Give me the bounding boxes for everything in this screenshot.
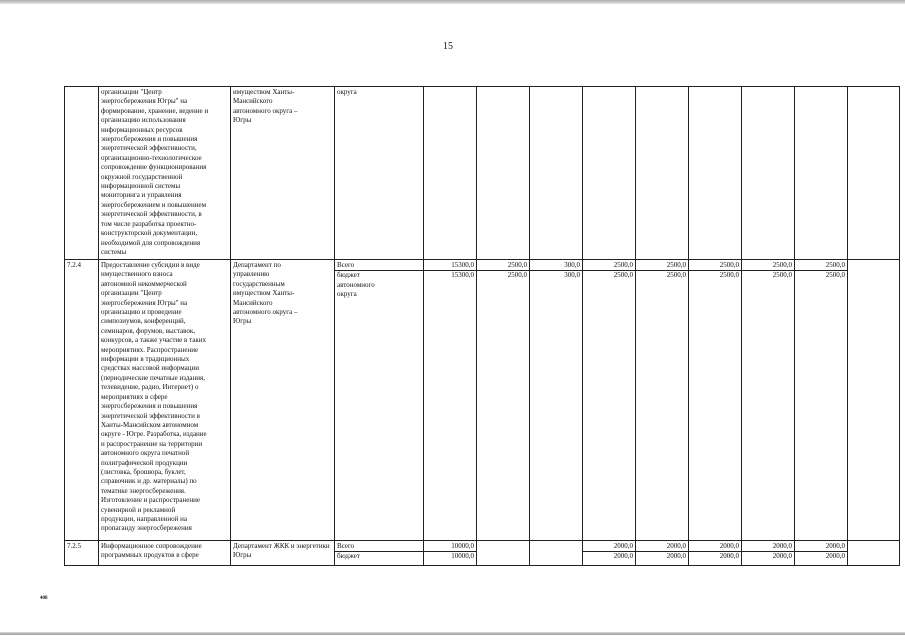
responsible-executor: Департамент по управлению государственным имуществом Ханты- Мансийского автономного округа – Югры	[231, 260, 335, 541]
value-cell	[530, 541, 583, 566]
funding-source: округа	[335, 87, 424, 260]
value-cell	[583, 87, 636, 260]
activity-description: Информационное сопровождение программных продуктов в сфере	[99, 541, 231, 566]
value-budget: 2000,0	[613, 552, 633, 561]
value-budget: 2500,0	[666, 271, 686, 280]
value-cell	[477, 260, 530, 541]
value-cell	[848, 87, 900, 260]
value-cell	[795, 260, 848, 541]
value-budget: 2500,0	[507, 271, 527, 280]
source-total-label: Всего	[335, 542, 423, 552]
value-total: 300,0	[530, 261, 582, 271]
value-cell	[424, 541, 477, 566]
funding-source	[335, 541, 424, 566]
value-cell	[848, 260, 900, 541]
value-cell	[795, 87, 848, 260]
value-cell	[424, 260, 477, 541]
page-number: 15	[443, 41, 453, 52]
value-budget: 2500,0	[719, 271, 739, 280]
value-total: 15300,0	[424, 261, 476, 271]
value-total: 10000,0	[424, 542, 476, 552]
program-activities-table	[64, 86, 900, 566]
table-row	[65, 260, 900, 541]
value-cell	[583, 541, 636, 566]
value-budget: 10000,0	[451, 552, 474, 561]
row-id: 7.2.4	[65, 260, 99, 541]
value-cell	[530, 87, 583, 260]
scan-edge-top	[0, 0, 905, 4]
row-id	[65, 87, 99, 260]
value-budget: 2000,0	[825, 552, 845, 561]
table-row	[65, 87, 900, 260]
value-cell	[636, 541, 689, 566]
value-budget: 300,0	[564, 271, 580, 280]
value-total: 2500,0	[636, 261, 688, 271]
value-cell	[689, 541, 742, 566]
value-total: 2500,0	[583, 261, 635, 271]
value-budget: 2000,0	[772, 552, 792, 561]
table-row	[65, 541, 900, 566]
source-total-label: Всего	[335, 261, 423, 271]
value-cell	[742, 541, 795, 566]
value-cell	[530, 260, 583, 541]
responsible-executor: имуществом Ханты- Мансийского автономного округа – Югры	[231, 87, 335, 260]
value-budget: 2500,0	[825, 271, 845, 280]
value-cell	[477, 541, 530, 566]
value-cell	[689, 260, 742, 541]
funding-source	[335, 260, 424, 541]
value-total: 2000,0	[742, 542, 794, 552]
value-total: 2000,0	[689, 542, 741, 552]
scan-edge-bottom	[0, 632, 905, 635]
value-total: 2000,0	[583, 542, 635, 552]
value-cell	[848, 541, 900, 566]
value-total: 2500,0	[477, 261, 529, 271]
source-budget-label: бюджет	[337, 552, 360, 561]
source-budget-label: бюджет автономного округа	[337, 271, 375, 299]
value-cell	[689, 87, 742, 260]
value-cell	[477, 87, 530, 260]
value-budget: 2000,0	[719, 552, 739, 561]
value-cell	[795, 541, 848, 566]
value-budget: 2500,0	[613, 271, 633, 280]
value-total: 2500,0	[795, 261, 847, 271]
activity-description: Предоставление субсидии в виде имущественного взноса автономной некоммерческой организации "Центр энергосбережения Югры" на организацию и проведение симпозиумов, конференций, семинаров, форумов, выставок, конкурсов, а также участие в таких мероприятиях. Распространение информации в традиционных средствах массовой информации (периодические печатные издания, телевидение, радио, Интернет) о мероприятиях в сфере энергосбережения и повышения энергетической эффективности в Ханты-Мансийском автономном округе - Югре. Разработка, издание и распространение на территории автономного округа печатной полиграфической продукции (листовка, брошюра, буклет, справочник и др. материалы) по тематике энергосбережения. Изготовление и распространение сувенирной и рекламной продукции, направленной на пропаганду энергосбережения	[99, 260, 231, 541]
value-cell	[636, 87, 689, 260]
value-total: 2000,0	[795, 542, 847, 552]
value-cell	[424, 87, 477, 260]
activity-description: организации "Центр энергосбережения Югры" на формирование, хранение, ведение и организацию использования информационных ресурсов энергосбережения и повышения энергетической эффективности, организационно-технологическое сопровождение функционирования окружной государственной информационной системы мониторинга и управления энергосбережением и повышением энергетической эффективности, в том числе разработка проектно- конструкторской документации, необходимой для сопровождения системы	[99, 87, 231, 260]
responsible-executor: Департамент ЖКК и энергетики Югры	[231, 541, 335, 566]
value-budget: 2000,0	[666, 552, 686, 561]
value-total: 2500,0	[742, 261, 794, 271]
value-total: 2500,0	[689, 261, 741, 271]
value-cell	[742, 260, 795, 541]
footer-code: 408	[40, 596, 48, 601]
value-cell	[636, 260, 689, 541]
value-budget: 2500,0	[772, 271, 792, 280]
value-cell	[742, 87, 795, 260]
value-budget: 15300,0	[451, 271, 474, 280]
value-total: 2000,0	[636, 542, 688, 552]
value-cell	[583, 260, 636, 541]
row-id: 7.2.5	[65, 541, 99, 566]
